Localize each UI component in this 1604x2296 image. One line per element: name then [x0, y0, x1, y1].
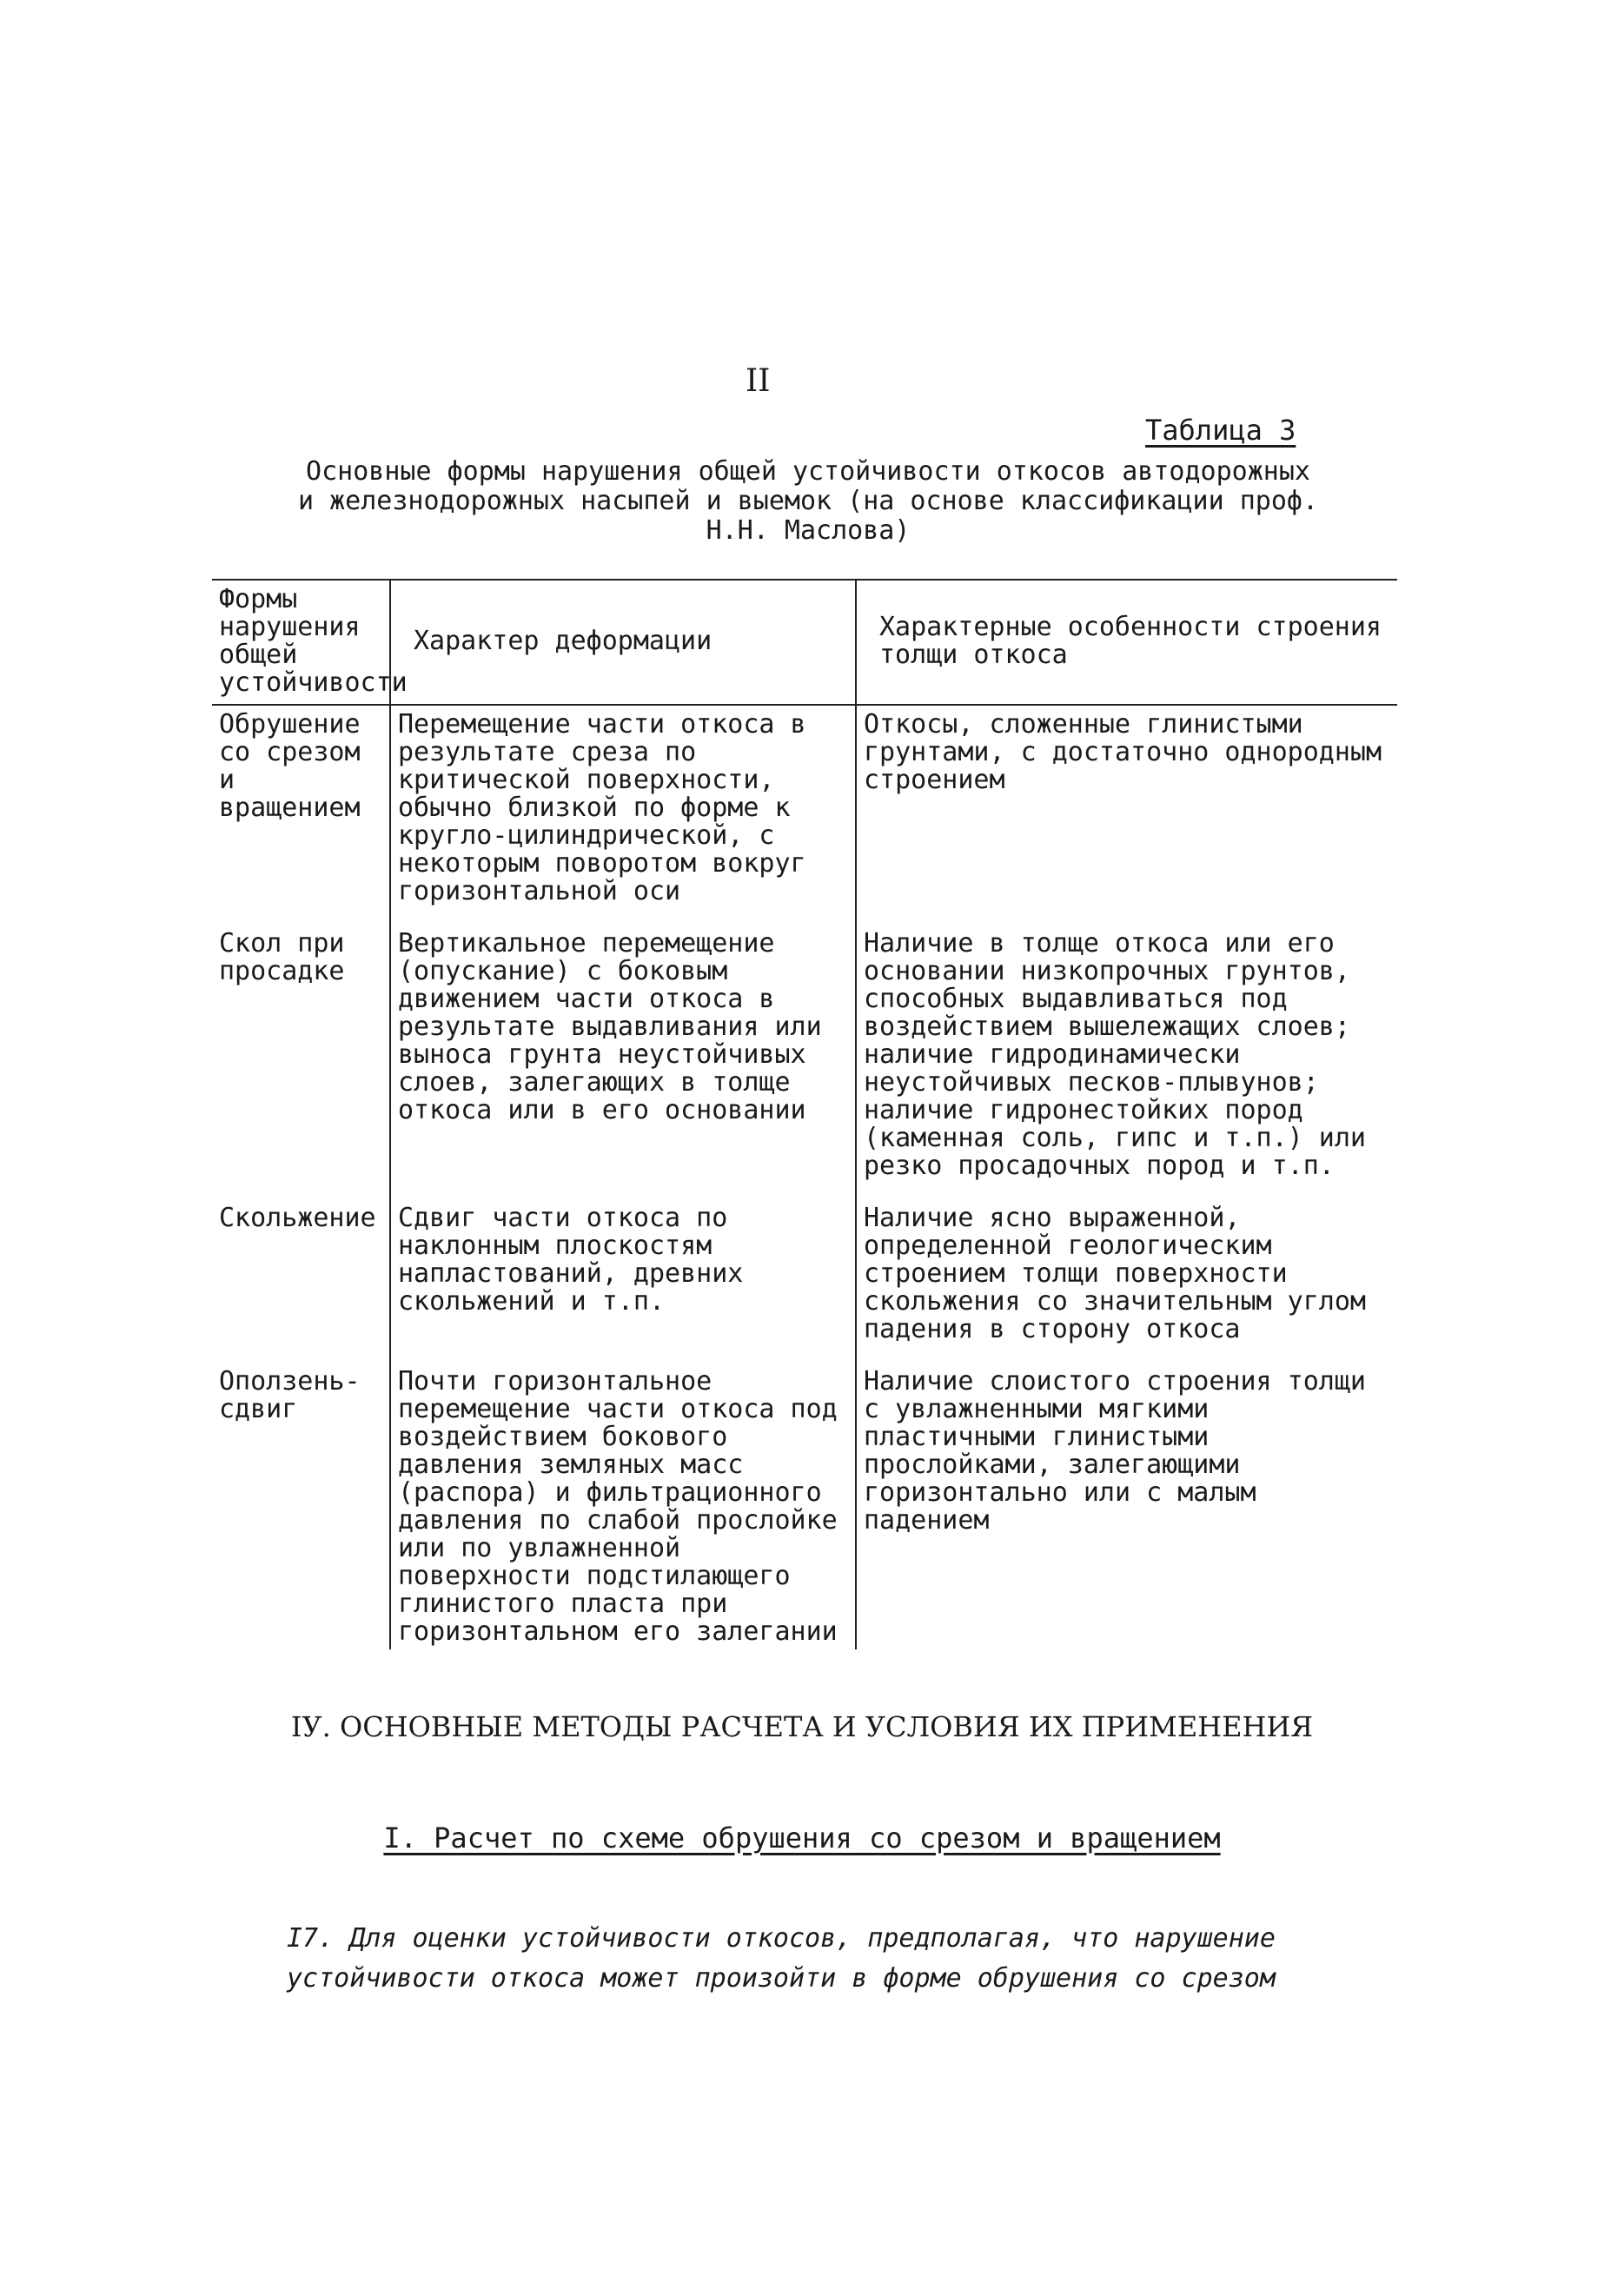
row-form: Обрушение со срезом и вращением [219, 709, 361, 823]
row-features: Откосы, сложенные глинистыми грунтами, с достаточно однородным строением [864, 709, 1382, 795]
row-features: Наличие слоистого строения толщи с увлажненными мягкими пластичными глинистыми прослойками, залегающими горизонтально или с малым падением [864, 1366, 1366, 1536]
row-deformation: Почти горизонтальное перемещение части откоса под воздействием бокового давления земляных масс (распора) и фильтрационного давления по слабой прослойке или по увлажненной поверхности подстилающего глинистого пласта при горизонтальном его залегании [390, 1363, 856, 1649]
row-features: Наличие в толще откоса или его основании низкопрочных грунтов, способных выдавливаться под воздействием вышележащих слоев; наличие гидродинамически неустойчивых песков-плывунов; наличие гидронестойких пород (каменная соль, гипс и т.п.) или резко просадочных пород и т.п. [864, 928, 1366, 1181]
row-deformation: Сдвиг части откоса по наклонным плоскостям напластований, древних скольжений и т.п. [390, 1199, 856, 1363]
table-row [212, 1363, 1397, 1649]
table-caption: Основные формы нарушения общей устойчивости откосов автодорожных и железнодорожных насыпей и выемок (на основе классификации проф. Н.Н. Маслова) [298, 456, 1318, 546]
deformation-table [212, 579, 1397, 1649]
subsection-heading [261, 1813, 1343, 1863]
row-form: Оползень-сдвиг [219, 1366, 361, 1424]
page-number: II [746, 363, 771, 399]
row-form: Скольжение [219, 1203, 376, 1233]
header-deformation: Характер деформации [390, 580, 856, 705]
row-deformation: Вертикальное перемещение (опускание) с боковым движением части откоса в результате выдавливания или выноса грунта неустойчивых слоев, залегающих в толще откоса или в его основании [390, 925, 856, 1199]
table-row [212, 705, 1397, 925]
row-features: Наличие ясно выраженной, определенной геологическим строением толщи поверхности скольжения со значительным углом падения в сторону откоса [864, 1203, 1366, 1344]
header-features: Характерные особенности строения толщи откоса [856, 580, 1397, 705]
subsection-heading-text: I. Расчет по схеме обрушения со срезом и вращением [383, 1822, 1221, 1855]
row-form: Скол при просадке [219, 928, 345, 986]
row-deformation: Перемещение части откоса в результате среза по критической поверхности, обычно близкой по форме к кругло-цилиндрической, с некоторым поворотом вокруг горизонтальной оси [390, 705, 856, 925]
body-paragraph: I7. Для оценки устойчивости откосов, предполагая, что нарушение устойчивости откоса может произойти в форме обрушения со срезом [287, 1923, 1276, 1994]
table-header-row [212, 580, 1397, 705]
table-row [212, 1199, 1397, 1363]
header-forms: Формы нарушения общей устойчивости [212, 580, 390, 705]
table-row [212, 925, 1397, 1199]
section-heading: IУ. ОСНОВНЫЕ МЕТОДЫ РАСЧЕТА И УСЛОВИЯ ИХ ПРИМЕНЕНИЯ [290, 1710, 1314, 1743]
table-label: Таблица 3 [1145, 414, 1296, 447]
